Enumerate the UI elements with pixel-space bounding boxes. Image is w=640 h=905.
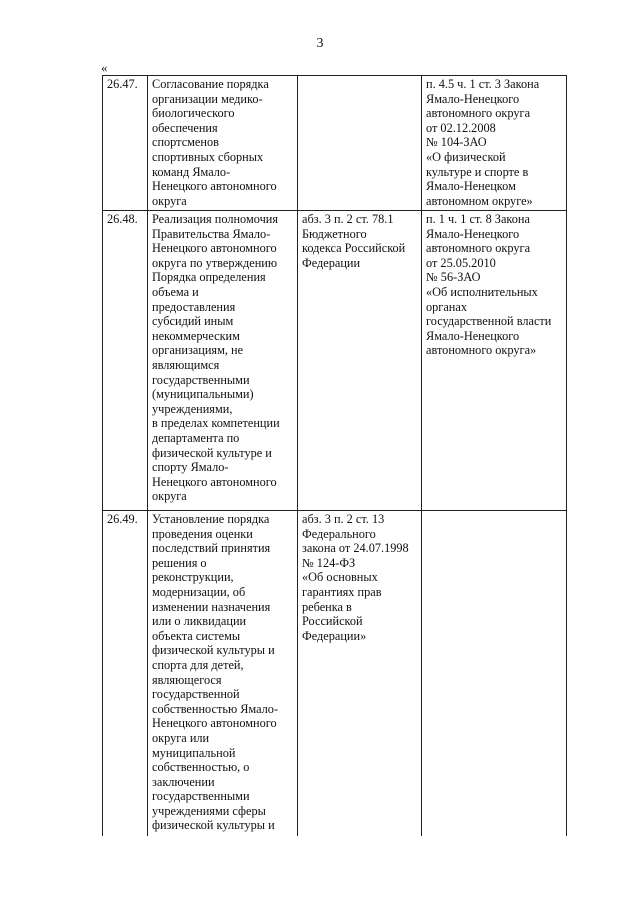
federal-basis-cell [298,76,422,211]
page-number: 3 [316,36,324,51]
table-row [103,76,567,211]
opening-quote-mark: « [101,60,108,75]
regional-basis-cell [422,511,567,836]
table-row [103,511,567,836]
item-number-cell: 26.49. [103,511,148,836]
item-number-cell: 26.47. [103,76,148,211]
item-description-cell: Согласование порядка организации медико- биологического обеспечения спортсменов спортивных сборных команд Ямало- Ненецкого автономного округа [148,76,298,211]
powers-table [102,75,567,836]
table-row [103,211,567,511]
item-description-cell: Реализация полномочия Правительства Ямало- Ненецкого автономного округа по утверждению Порядка определения объема и предоставления субсидий иным некоммерческим организациям, не являющимся государственными (муниципальными) учреждениями, в пределах компетенции департамента по физической культуре и спорту Ямало- Ненецкого автономного округа [148,211,298,511]
item-description-cell: Установление порядка проведения оценки последствий принятия решения о реконструкции, модернизации, об изменении назначения или о ликвидации объекта системы физической культуры и спорта для детей, являющегося государственной собственностью Ямало- Ненецкого автономного округа или муниципальной собственностью, о заключении государственными учреждениями сферы физической культуры и [148,511,298,836]
federal-basis-cell: абз. 3 п. 2 ст. 13 Федерального закона от 24.07.1998 № 124-ФЗ «Об основных гарантиях прав ребенка в Российской Федерации» [298,511,422,836]
regional-basis-cell: п. 4.5 ч. 1 ст. 3 Закона Ямало-Ненецкого автономного округа от 02.12.2008 № 104-ЗАО «О физической культуре и спорте в Ямало-Ненецком автономном округе» [422,76,567,211]
regional-basis-cell: п. 1 ч. 1 ст. 8 Закона Ямало-Ненецкого автономного округа от 25.05.2010 № 56-ЗАО «Об исполнительных органах государственной власти Ямало-Ненецкого автономного округа» [422,211,567,511]
item-number-cell: 26.48. [103,211,148,511]
federal-basis-cell: абз. 3 п. 2 ст. 78.1 Бюджетного кодекса Российской Федерации [298,211,422,511]
